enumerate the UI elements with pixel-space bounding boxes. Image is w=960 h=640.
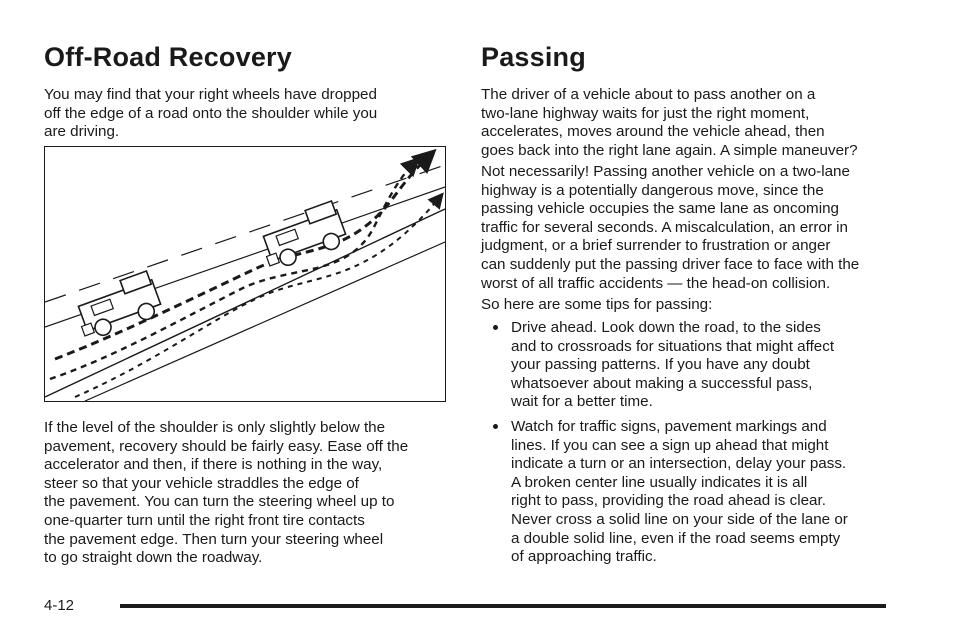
passing-paragraph-1: The driver of a vehicle about to pass another on a two-lane highway waits for just the right moment, accelerates, moves around the vehicle ahead, then goes back into the right lane again. A simple maneuver? [481, 86, 858, 159]
off-road-recovery-illustration [44, 146, 446, 402]
road-diagram-svg [45, 147, 445, 401]
off-road-intro-paragraph: You may find that your right wheels have dropped off the edge of a road onto the shoulder while you are driving. [44, 86, 378, 141]
passing-paragraph-3: So here are some tips for passing: [481, 296, 713, 313]
road-edge-shoulder [85, 242, 445, 401]
bullet-dot-icon [493, 325, 498, 330]
road-edge-top [45, 165, 445, 302]
footer-rule [120, 604, 886, 608]
passing-tip-1: Drive ahead. Look down the road, to the sides and to crossroads for situations that might affect your passing patterns. If you have any doubt whatsoever about making a successful pass, wait for a better time. [511, 319, 835, 411]
section-title-passing: Passing [481, 42, 586, 72]
bullet-dot-icon [493, 424, 498, 429]
page-number: 4-12 [44, 597, 75, 614]
section-title-off-road-recovery: Off-Road Recovery [44, 42, 292, 72]
pickup-truck-rear [71, 270, 164, 341]
off-road-body-paragraph: If the level of the shoulder is only slightly below the pavement, recovery should be fairly easy. Ease off the accelerator and then, if there is nothing in the way, steer so that your vehicle straddles the edge of the pavement. You can turn the steering wheel up to one-quarter turn until the right front tire contacts the pavement edge. Then turn your steering wheel to go straight down the roadway. [44, 419, 409, 567]
passing-tip-2: Watch for traffic signs, pavement markings and lines. If you can see a sign up ahead that might indicate a turn or an intersection, delay your pass. A broken center line usually indicates it is all right to pass, providing the road ahead is clear. Never cross a solid line on your side of the lane or a double solid line, even if the road seems empty of approaching traffic. [511, 418, 848, 566]
passing-paragraph-2: Not necessarily! Passing another vehicle on a two-lane highway is a potentially dangerous move, since the passing vehicle occupies the same lane as oncoming traffic for several seconds. A miscalculation, an error in judgment, or a brief surrender to frustration or anger can suddenly put the passing driver face to face with the worst of all traffic accidents — the head-on collision. [481, 163, 860, 292]
